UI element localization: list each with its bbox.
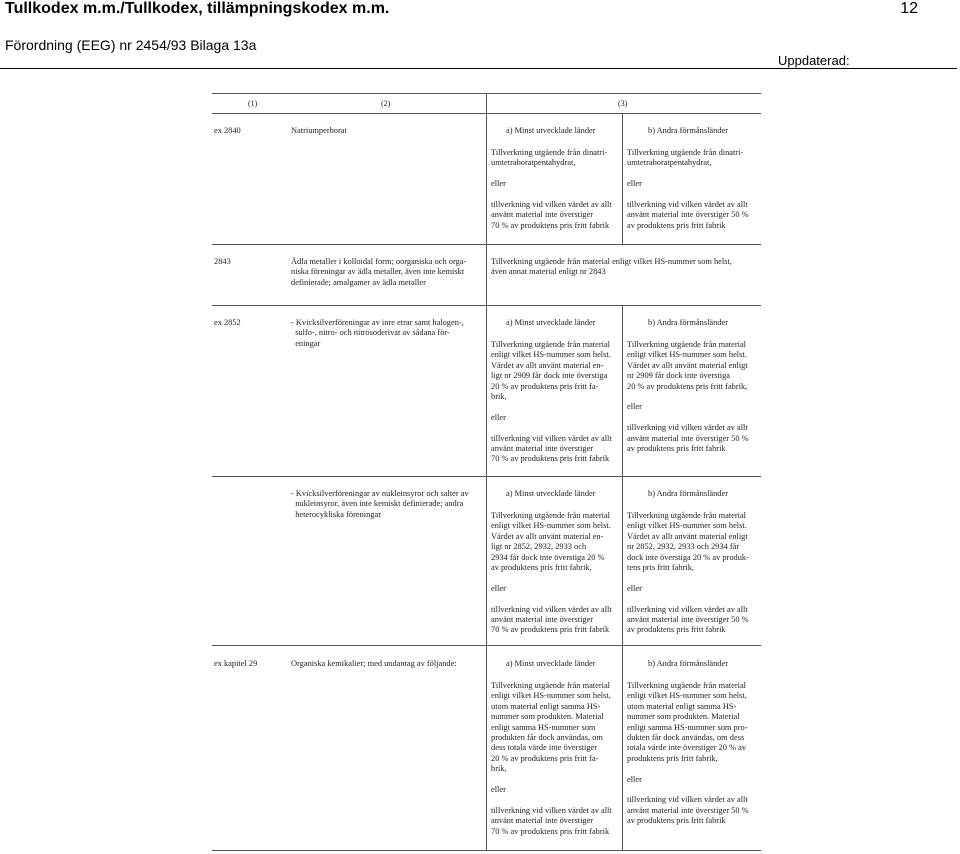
text-line: eller (627, 774, 642, 784)
text-line: umtetraboratpentahydrat, (491, 158, 576, 168)
text-line: 70 % av produktens pris fritt fabrik (491, 625, 610, 635)
text-line: - Kvicksilverföreningar av inre etrar samt halogen-, (291, 318, 464, 327)
text-line: Tillverkning utgående från material (491, 681, 610, 690)
text-line: brik, (491, 392, 507, 402)
text-line: 20 % av produktens pris fritt fabrik, (627, 381, 748, 391)
text-line: eller (627, 179, 642, 189)
text-line: nr 2852, 2932, 2933 och 2934 får (627, 542, 740, 552)
column-a-heading: a) Minst utvecklade länder (506, 126, 596, 135)
text-line: Tillverkning utgående från material (627, 340, 746, 349)
header-divider (0, 68, 957, 69)
document-title: Tullkodex m.m./Tullkodex, tillämpningskodex m.m. (5, 0, 390, 17)
text-line: eller (627, 402, 642, 412)
text-line: tens pris fritt fabrik, (627, 563, 694, 573)
tariff-code: ex 2840 (214, 126, 241, 135)
text-line: umtetraboratpentahydrat, (627, 158, 712, 168)
text-line: dess totala värde inte överstiger (491, 743, 598, 753)
text-line: - Kvicksilverföreningar av nukleinsyror och salter av (291, 489, 469, 498)
text-line: enligt vilket HS-nummer som helst. (491, 350, 611, 360)
column-b-rule (627, 681, 749, 827)
text-line: av produktens pris fritt fabrik (627, 444, 726, 454)
text-line: tillverkning vid vilken värdet av allt (491, 200, 612, 210)
text-line (491, 423, 612, 433)
text-line: dock inte överstiga 20 % av produk- (627, 552, 749, 562)
text-line: utom material enligt samma HS- (627, 701, 737, 711)
tariff-code: ex 2852 (214, 318, 241, 327)
text-line: använt material inte överstiger (491, 444, 594, 454)
text-line (491, 169, 612, 179)
text-line: eller (627, 583, 642, 593)
text-line (627, 190, 749, 200)
text-line: använt material inte överstiger (491, 210, 594, 220)
text-line: nr 2909 får dock inte överstiga (627, 371, 731, 381)
column-a-heading: a) Minst utvecklade länder (506, 318, 596, 327)
goods-description (291, 257, 466, 288)
document-subtitle: Förordning (EEG) nr 2454/93 Bilaga 13a (5, 37, 257, 53)
column-b-rule (627, 511, 749, 636)
text-line (627, 764, 749, 774)
text-line: utom material enligt samma HS- (491, 701, 601, 711)
text-line (627, 594, 749, 604)
column-a-rule (491, 511, 612, 636)
text-line: Värdet av allt använt material en- (491, 531, 604, 541)
text-line: niska föreningar av ädla metaller, även inte kemiskt (291, 267, 465, 277)
text-line: ligt nr 2852, 2932, 2933 och (491, 542, 587, 552)
text-line: enligt vilket HS-nummer som helst. (627, 350, 747, 360)
text-line: 70 % av produktens pris fritt fabrik (491, 220, 610, 230)
column-divider (622, 113, 623, 244)
text-line (627, 573, 749, 583)
text-line: eller (491, 179, 506, 189)
updated-label: Uppdaterad: (778, 53, 850, 68)
text-line: Organiska kemikalier; med undantag av följande: (291, 659, 457, 668)
page-number: 12 (900, 0, 918, 17)
text-line: Tillverkning utgående från material (491, 340, 610, 349)
text-line: tillverkning vid vilken värdet av allt (627, 795, 748, 805)
text-line: av produktens pris fritt fabrik (627, 816, 726, 826)
text-line (627, 413, 749, 423)
text-line: 70 % av produktens pris fritt fabrik (491, 826, 610, 836)
text-line: totala värde inte överstiger 20 % av (627, 743, 747, 753)
origin-rule (491, 257, 732, 278)
text-line: dukten får dock användas, om dess (627, 733, 745, 743)
text-line: 70 % av produktens pris fritt fabrik (491, 454, 610, 464)
text-line: sulfo-, nitro- och nitrosoderivat av sådana för- (291, 328, 450, 338)
column-divider (622, 305, 623, 850)
text-line (491, 795, 612, 805)
text-line: Värdet av allt använt material en- (491, 360, 604, 370)
text-line: Ädla metaller i kolloidal form; oorganiska och orga- (291, 257, 467, 266)
text-line: enligt samma HS-nummer som pro- (627, 722, 748, 732)
text-line (491, 775, 612, 785)
text-line: enligt vilket HS-nummer som helst, (491, 691, 611, 701)
text-line (627, 392, 749, 402)
text-line: nummer som produkten. Material (627, 712, 740, 722)
goods-description (291, 318, 464, 349)
text-line: av produktens pris fritt fabrik, (491, 563, 592, 573)
text-line: av produktens pris fritt fabrik (627, 220, 726, 230)
text-line: använt material inte överstiger 50 % (627, 433, 749, 443)
text-line: Tillverkning utgående från material (627, 681, 746, 690)
column-a-rule (491, 681, 612, 837)
text-line: enligt vilket HS-nummer som helst. (627, 521, 747, 531)
table-bottom-rule (212, 850, 761, 851)
column-b-heading: b) Andra förmånsländer (648, 659, 728, 668)
text-line: Värdet av allt använt material enligt (627, 531, 748, 541)
text-line: av produktens pris fritt fabrik (627, 625, 726, 635)
text-line: heterocykliska föreningar (291, 509, 381, 519)
goods-description (291, 659, 457, 669)
col-header-3: (3) (618, 99, 628, 108)
col-header-1: (1) (248, 99, 258, 108)
text-line (491, 190, 612, 200)
column-b-rule (627, 148, 749, 231)
text-line: Tillverkning utgående från material (627, 511, 746, 520)
text-line: använt material inte överstiger 50 % (627, 210, 749, 220)
text-line: eller (491, 583, 506, 593)
text-line (627, 169, 749, 179)
text-line: använt material inte överstiger (491, 816, 594, 826)
column-b-heading: b) Andra förmånsländer (648, 489, 728, 498)
column-a-rule (491, 340, 612, 465)
text-line (627, 785, 749, 795)
text-line: använt material inte överstiger 50 % (627, 615, 749, 625)
text-line: definierade; amalgamer av ädla metaller (291, 277, 426, 287)
text-line: även annat material enligt nr 2843 (491, 267, 606, 277)
text-line: tillverkning vid vilken värdet av allt (491, 604, 612, 614)
text-line (491, 402, 612, 412)
text-line: 2934 får dock inte överstiga 20 % (491, 552, 605, 562)
tariff-code: ex kapitel 29 (214, 659, 258, 668)
text-line: produktens pris fritt fabrik, (627, 753, 718, 763)
column-a-heading: a) Minst utvecklade länder (506, 659, 596, 668)
scanned-table (212, 93, 761, 853)
text-line: brik, (491, 764, 507, 774)
tariff-code: 2843 (214, 257, 231, 266)
text-line: nummer som produkten. Material (491, 712, 604, 722)
text-line: Tillverkning utgående från material (491, 511, 610, 520)
text-line: Tillverkning utgående från dinatri- (491, 148, 608, 157)
text-line: ligt nr 2909 får dock inte överstiga (491, 371, 608, 381)
text-line: enligt vilket HS-nummer som helst, (627, 691, 747, 701)
text-line: tillverkning vid vilken värdet av allt (627, 423, 748, 433)
text-line: nukleinsyror, även inte kemiskt definierade; andra (291, 499, 464, 509)
column-divider (486, 93, 487, 850)
column-a-rule (491, 148, 612, 231)
text-line (491, 573, 612, 583)
column-b-rule (627, 340, 749, 454)
text-line: eller (491, 412, 506, 422)
column-b-heading: b) Andra förmånsländer (648, 318, 728, 327)
text-line: Värdet av allt använt material enligt (627, 360, 748, 370)
text-line: tillverkning vid vilken värdet av allt (627, 604, 748, 614)
text-line: tillverkning vid vilken värdet av allt (491, 433, 612, 443)
text-line: 20 % av produktens pris fritt fa- (491, 753, 599, 763)
text-line: enligt samma HS-nummer som (491, 722, 596, 732)
goods-description (291, 126, 347, 136)
text-line: 20 % av produktens pris fritt fa- (491, 381, 599, 391)
text-line: Tillverkning utgående från material enligt vilket HS-nummer som helst, (491, 257, 732, 266)
text-line: enligt vilket HS-nummer som helst. (491, 521, 611, 531)
goods-description (291, 489, 469, 520)
column-b-heading: b) Andra förmånsländer (648, 126, 728, 135)
text-line: använt material inte överstiger (491, 615, 594, 625)
text-line: Tillverkning utgående från dinatri- (627, 148, 744, 157)
text-line: produkten får dock användas, om (491, 733, 603, 743)
text-line: eller (491, 785, 506, 795)
text-line: tillverkning vid vilken värdet av allt (491, 805, 612, 815)
text-line: Natriumperborat (291, 126, 347, 135)
text-line: eningar (291, 338, 321, 348)
text-line (491, 594, 612, 604)
col-header-2: (2) (381, 99, 391, 108)
text-line: tillverkning vid vilken värdet av allt (627, 200, 748, 210)
column-a-heading: a) Minst utvecklade länder (506, 489, 596, 498)
text-line: använt material inte överstiger 50 % (627, 805, 749, 815)
